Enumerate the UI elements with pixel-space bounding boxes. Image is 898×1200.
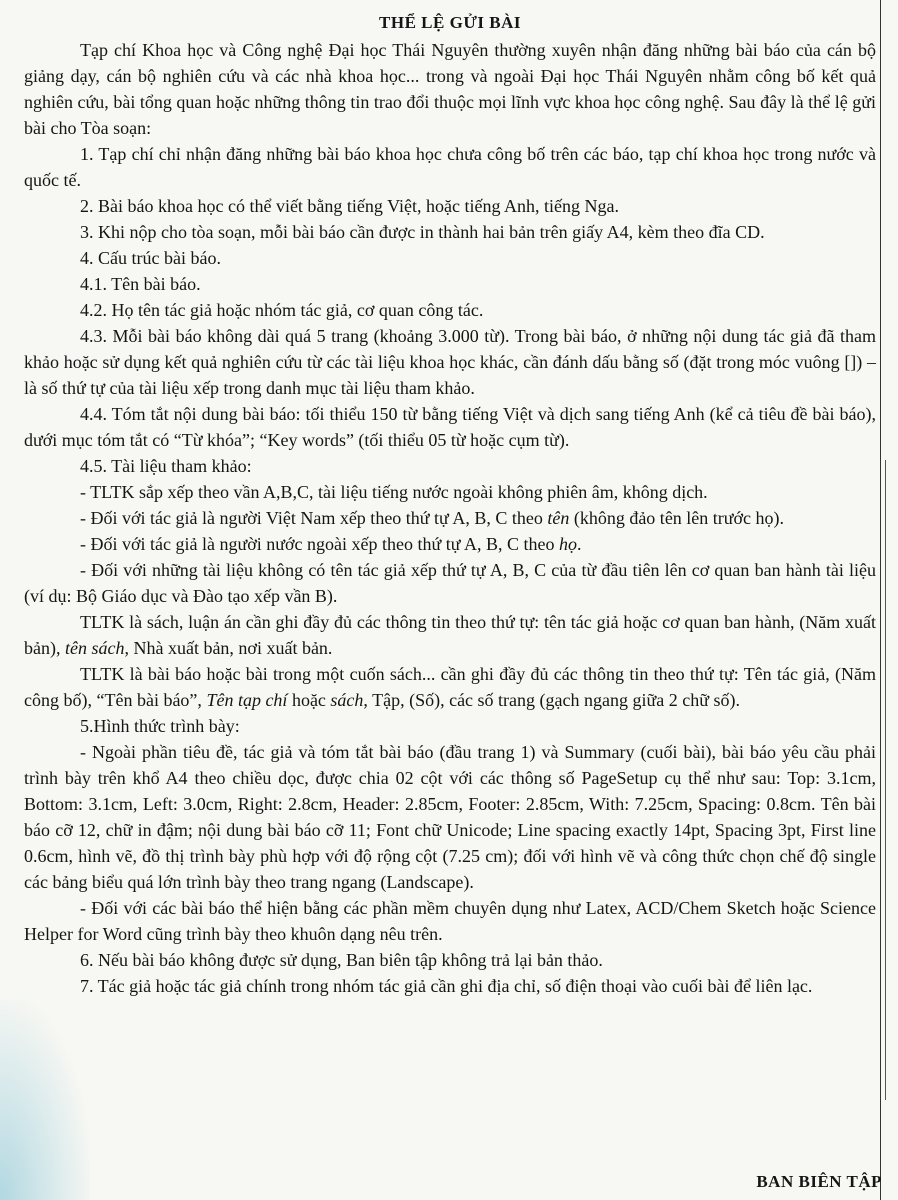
ref-foreign-authors: - Đối với tác giả là người nước ngoài xếp theo thứ tự A, B, C theo họ. (80, 534, 582, 554)
rule-4-4: 4.4. Tóm tắt nội dung bài báo: tối thiểu 150 từ bằng tiếng Việt và dịch sang tiếng Anh (kể cả tiêu đề bài báo), dưới mục tóm tắt có “Từ khóa”; “Key words” (tối thiểu 05 từ hoặc cụm từ). (24, 404, 876, 450)
page-edge-line (880, 0, 881, 1200)
rule-4-2: 4.2. Họ tên tác giả hoặc nhóm tác giả, cơ quan công tác. (80, 300, 484, 320)
rule-2: 2. Bài báo khoa học có thể viết bằng tiếng Việt, hoặc tiếng Anh, tiếng Nga. (80, 196, 619, 216)
ref-book-format: TLTK là sách, luận án cần ghi đầy đủ các thông tin theo thứ tự: tên tác giả hoặc cơ quan ban hành, (Năm xuất bản), tên sách, Nhà xuất bản, nơi xuất bản. (24, 612, 876, 658)
ref-alphabetical: - TLTK sắp xếp theo vần A,B,C, tài liệu tiếng nước ngoài không phiên âm, không dịch. (80, 482, 708, 502)
rule-7: 7. Tác giả hoặc tác giả chính trong nhóm tác giả cần ghi địa chỉ, số điện thoại vào cuối bài để liên lạc. (80, 976, 813, 996)
rule-1: 1. Tạp chí chỉ nhận đăng những bài báo khoa học chưa công bố trên các báo, tạp chí khoa học trong nước và quốc tế. (24, 144, 876, 190)
rule-4: 4. Cấu trúc bài báo. (80, 248, 221, 268)
intro-paragraph: Tạp chí Khoa học và Công nghệ Đại học Thái Nguyên thường xuyên nhận đăng những bài báo của cán bộ giảng dạy, cán bộ nghiên cứu và các nhà khoa học... trong và ngoài Đại học Thái Nguyên nhằm công bố kết quả nghiên cứu, bài tổng quan hoặc những thông tin trao đổi thuộc mọi lĩnh vực khoa học công nghệ. Sau đây là thể lệ gửi bài cho Tòa soạn: (24, 40, 876, 138)
rule-5-software: - Đối với các bài báo thể hiện bằng các phần mềm chuyên dụng như Latex, ACD/Chem Sketch hoặc Science Helper for Word cũng trình bày theo khuôn dạng nêu trên. (24, 898, 876, 944)
rule-4-3: 4.3. Mỗi bài báo không dài quá 5 trang (khoảng 3.000 từ). Trong bài báo, ở những nội dung tác giả đã tham khảo hoặc sử dụng kết quả nghiên cứu từ các tài liệu khoa học khác, cần đánh dấu bằng số (đặt trong móc vuông []) – là số thứ tự của tài liệu xếp trong danh mục tài liệu tham khảo. (24, 326, 876, 398)
rule-6: 6. Nếu bài báo không được sử dụng, Ban biên tập không trả lại bản thảo. (80, 950, 603, 970)
document-title: THỂ LỆ GỬI BÀI (379, 13, 521, 32)
ref-vietnamese-authors: - Đối với tác giả là người Việt Nam xếp theo thứ tự A, B, C theo tên (không đảo tên lên trước họ). (80, 508, 785, 528)
paper-stain (0, 1000, 90, 1200)
rule-3: 3. Khi nộp cho tòa soạn, mỗi bài báo cần được in thành hai bản trên giấy A4, kèm theo đĩa CD. (80, 222, 765, 242)
ref-no-author: - Đối với những tài liệu không có tên tác giả xếp thứ tự A, B, C của từ đầu tiên lên cơ quan ban hành tài liệu (ví dụ: Bộ Giáo dục và Đào tạo xếp vần B). (24, 560, 876, 606)
page-edge-line-inner (885, 460, 886, 1100)
document-body (24, 12, 876, 999)
rule-4-5: 4.5. Tài liệu tham khảo: (80, 456, 252, 476)
signature-editorial-board: BAN BIÊN TẬP (756, 1172, 882, 1191)
rule-5-layout: - Ngoài phần tiêu đề, tác giả và tóm tắt bài báo (đầu trang 1) và Summary (cuối bài), bài báo yêu cầu phải trình bày trên khổ A4 theo chiều dọc, được chia 02 cột với các thông số PageSetup cụ thể như sau: Top: 3.1cm, Bottom: 3.1cm, Left: 3.0cm, Right: 2.8cm, Header: 2.85cm, Footer: 2.85cm, With: 7.25cm, Spacing: 0.8cm. Tên bài báo cỡ 12, chữ in đậm; nội dung bài báo cỡ 11; Font chữ Unicode; Line spacing exactly 14pt, Spacing 3pt, First line 0.6cm, hình vẽ, đồ thị trình bày phù hợp với độ rộng cột (7.25 cm); đối với hình vẽ và công thức chọn chế độ single các bảng biểu quá lớn trình bày theo trang ngang (Landscape). (24, 742, 876, 892)
rule-5: 5.Hình thức trình bày: (80, 716, 240, 736)
rule-4-1: 4.1. Tên bài báo. (80, 274, 201, 294)
ref-article-format: TLTK là bài báo hoặc bài trong một cuốn sách... cần ghi đầy đủ các thông tin theo thứ tự: Tên tác giả, (Năm công bố), “Tên bài báo”, Tên tạp chí hoặc sách, Tập, (Số), các số trang (gạch ngang giữa 2 chữ số). (24, 664, 876, 710)
